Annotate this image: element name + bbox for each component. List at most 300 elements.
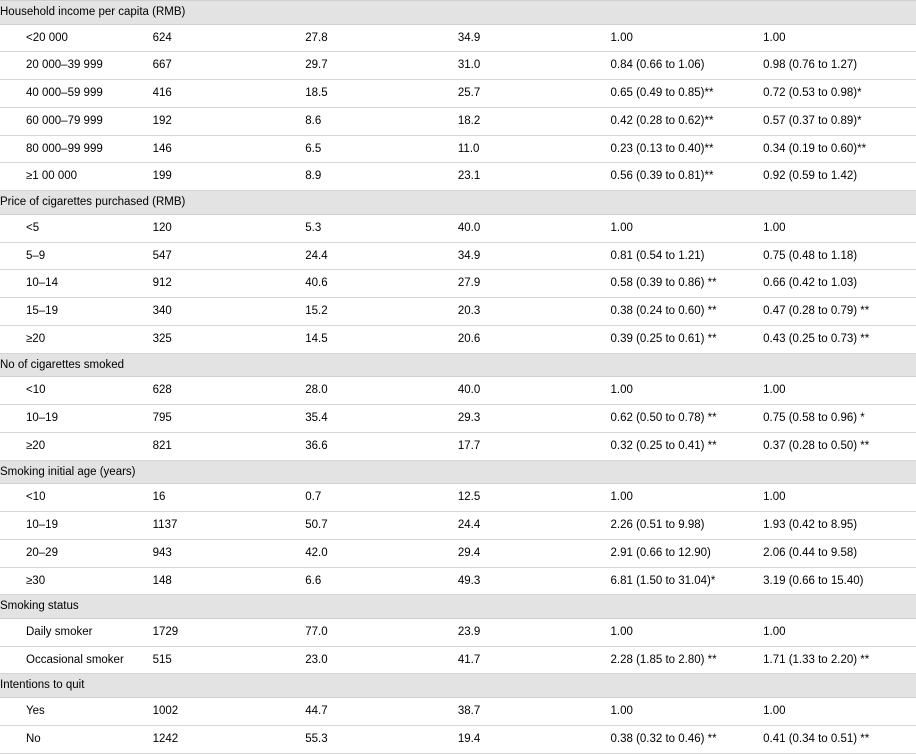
row-percent-outcome bbox=[458, 405, 611, 433]
row-label bbox=[0, 24, 153, 52]
row-label bbox=[0, 405, 153, 433]
row-percent-outcome bbox=[458, 618, 611, 646]
row-odds-ratio-crude-text: 1.00 bbox=[610, 625, 633, 638]
table-row bbox=[0, 646, 916, 674]
table-row bbox=[0, 325, 916, 353]
row-odds-ratio-adjusted-text: 0.37 (0.28 to 0.50) ** bbox=[763, 439, 870, 452]
row-percent-outcome bbox=[458, 325, 611, 353]
row-odds-ratio-crude-text: 0.32 (0.25 to 0.41) ** bbox=[610, 439, 717, 452]
section-title-text: Smoking initial age (years) bbox=[0, 465, 136, 478]
row-percent-outcome-text: 20.6 bbox=[457, 332, 481, 345]
row-label-text: ≥20 bbox=[26, 332, 46, 345]
row-odds-ratio-adjusted bbox=[763, 697, 916, 725]
table-row bbox=[0, 242, 916, 270]
row-percent-outcome bbox=[458, 107, 611, 135]
row-label bbox=[0, 377, 153, 405]
row-percent-outcome-text: 19.4 bbox=[457, 732, 481, 745]
row-count-text: 1002 bbox=[152, 704, 179, 717]
row-odds-ratio-adjusted bbox=[763, 107, 916, 135]
row-percent-distribution bbox=[305, 539, 458, 567]
row-percent-outcome-text: 11.0 bbox=[457, 142, 480, 155]
row-percent-distribution-text: 40.6 bbox=[305, 277, 328, 290]
row-odds-ratio-crude bbox=[611, 539, 764, 567]
row-odds-ratio-crude-text: 0.56 (0.39 to 0.81)** bbox=[610, 170, 714, 183]
row-odds-ratio-crude bbox=[611, 135, 764, 163]
row-label-text: 40 000–59 999 bbox=[26, 87, 103, 100]
row-count-text: 547 bbox=[152, 249, 172, 262]
row-label bbox=[0, 725, 153, 753]
row-percent-distribution bbox=[305, 646, 458, 674]
row-percent-distribution-text: 29.7 bbox=[305, 59, 328, 72]
row-label-text: 10–19 bbox=[26, 412, 58, 425]
row-percent-distribution bbox=[305, 298, 458, 326]
row-count bbox=[153, 646, 306, 674]
table-section-header bbox=[0, 353, 916, 377]
row-odds-ratio-crude bbox=[611, 163, 764, 191]
row-label-text: Yes bbox=[26, 704, 45, 717]
row-label bbox=[0, 298, 153, 326]
row-percent-distribution bbox=[305, 163, 458, 191]
row-label-text: 80 000–99 999 bbox=[26, 142, 103, 155]
row-percent-outcome-text: 40.0 bbox=[457, 384, 481, 397]
row-count-text: 667 bbox=[152, 59, 172, 72]
row-count bbox=[153, 618, 306, 646]
row-percent-distribution bbox=[305, 107, 458, 135]
row-odds-ratio-adjusted bbox=[763, 270, 916, 298]
table-row bbox=[0, 725, 916, 753]
table-section-header bbox=[0, 191, 916, 215]
row-count bbox=[153, 242, 306, 270]
row-odds-ratio-adjusted-text: 1.00 bbox=[763, 704, 786, 717]
row-label-text: 10–14 bbox=[26, 277, 58, 290]
row-odds-ratio-crude-text: 0.84 (0.66 to 1.06) bbox=[610, 59, 705, 72]
row-percent-outcome-text: 31.0 bbox=[457, 59, 481, 72]
row-count-text: 148 bbox=[152, 574, 172, 587]
row-odds-ratio-adjusted-text: 0.75 (0.58 to 0.96) * bbox=[763, 412, 865, 425]
row-percent-distribution bbox=[305, 270, 458, 298]
row-count-text: 821 bbox=[152, 439, 172, 452]
row-odds-ratio-crude-text: 0.58 (0.39 to 0.86) ** bbox=[610, 277, 717, 290]
row-percent-distribution-text: 24.4 bbox=[305, 249, 328, 262]
row-odds-ratio-crude bbox=[611, 405, 764, 433]
row-percent-distribution-text: 6.5 bbox=[305, 142, 322, 155]
row-percent-distribution-text: 15.2 bbox=[305, 305, 328, 318]
row-percent-outcome-text: 12.5 bbox=[457, 491, 481, 504]
row-percent-outcome-text: 49.3 bbox=[457, 574, 481, 587]
row-count-text: 340 bbox=[152, 305, 172, 318]
section-title-text: Household income per capita (RMB) bbox=[0, 6, 186, 18]
row-odds-ratio-crude bbox=[611, 214, 764, 242]
row-odds-ratio-crude-text: 0.62 (0.50 to 0.78) ** bbox=[610, 412, 717, 425]
row-odds-ratio-adjusted bbox=[763, 298, 916, 326]
row-odds-ratio-crude-text: 1.00 bbox=[610, 384, 633, 397]
row-count bbox=[153, 405, 306, 433]
row-count-text: 192 bbox=[152, 114, 172, 127]
table-row bbox=[0, 511, 916, 539]
row-label-text: <5 bbox=[26, 221, 40, 234]
table-row bbox=[0, 163, 916, 191]
row-percent-distribution-text: 27.8 bbox=[305, 31, 328, 44]
row-percent-distribution bbox=[305, 511, 458, 539]
row-odds-ratio-crude bbox=[611, 697, 764, 725]
row-count bbox=[153, 567, 306, 595]
row-count-text: 515 bbox=[152, 653, 172, 666]
row-odds-ratio-crude bbox=[611, 52, 764, 80]
row-odds-ratio-crude-text: 2.26 (0.51 to 9.98) bbox=[610, 518, 705, 531]
row-count bbox=[153, 539, 306, 567]
table-row bbox=[0, 567, 916, 595]
row-odds-ratio-adjusted bbox=[763, 163, 916, 191]
row-odds-ratio-adjusted-text: 0.57 (0.37 to 0.89)* bbox=[763, 114, 862, 127]
row-percent-distribution-text: 77.0 bbox=[305, 625, 328, 638]
row-percent-outcome-text: 20.3 bbox=[457, 305, 481, 318]
row-percent-distribution-text: 50.7 bbox=[305, 518, 328, 531]
row-percent-outcome-text: 25.7 bbox=[457, 87, 481, 100]
row-label-text: 20–29 bbox=[26, 546, 58, 559]
row-count-text: 795 bbox=[152, 412, 172, 425]
row-label bbox=[0, 52, 153, 80]
row-percent-distribution bbox=[305, 242, 458, 270]
row-label-text: <20 000 bbox=[26, 31, 68, 44]
section-title-text: Price of cigarettes purchased (RMB) bbox=[0, 196, 186, 209]
row-percent-outcome bbox=[458, 539, 611, 567]
row-odds-ratio-adjusted-text: 3.19 (0.66 to 15.40) bbox=[763, 574, 864, 587]
row-count bbox=[153, 511, 306, 539]
row-percent-distribution-text: 35.4 bbox=[305, 412, 328, 425]
row-percent-outcome bbox=[458, 646, 611, 674]
row-odds-ratio-adjusted bbox=[763, 24, 916, 52]
row-percent-distribution-text: 28.0 bbox=[305, 384, 328, 397]
row-count-text: 1242 bbox=[152, 732, 179, 745]
row-count bbox=[153, 325, 306, 353]
row-odds-ratio-adjusted-text: 0.47 (0.28 to 0.79) ** bbox=[763, 305, 870, 318]
row-odds-ratio-crude-text: 0.65 (0.49 to 0.85)** bbox=[610, 87, 714, 100]
row-odds-ratio-crude bbox=[611, 80, 764, 108]
row-odds-ratio-crude bbox=[611, 567, 764, 595]
row-percent-distribution-text: 8.6 bbox=[305, 114, 322, 127]
row-odds-ratio-adjusted bbox=[763, 567, 916, 595]
row-odds-ratio-adjusted-text: 2.06 (0.44 to 9.58) bbox=[763, 546, 858, 559]
row-percent-distribution-text: 8.9 bbox=[305, 170, 322, 183]
row-odds-ratio-adjusted bbox=[763, 405, 916, 433]
row-odds-ratio-adjusted bbox=[763, 377, 916, 405]
row-count bbox=[153, 24, 306, 52]
row-odds-ratio-adjusted bbox=[763, 725, 916, 753]
row-percent-outcome bbox=[458, 80, 611, 108]
row-percent-outcome bbox=[458, 52, 611, 80]
row-odds-ratio-adjusted-text: 0.43 (0.25 to 0.73) ** bbox=[763, 332, 870, 345]
row-odds-ratio-adjusted-text: 0.98 (0.76 to 1.27) bbox=[763, 59, 858, 72]
row-label-text: 20 000–39 999 bbox=[26, 59, 103, 72]
row-count bbox=[153, 432, 306, 460]
row-label bbox=[0, 163, 153, 191]
row-odds-ratio-crude-text: 2.91 (0.66 to 12.90) bbox=[610, 546, 711, 559]
row-count bbox=[153, 697, 306, 725]
row-odds-ratio-adjusted-text: 1.00 bbox=[763, 221, 786, 234]
row-percent-outcome bbox=[458, 377, 611, 405]
row-odds-ratio-crude-text: 0.38 (0.24 to 0.60) ** bbox=[610, 305, 717, 318]
row-percent-outcome-text: 23.9 bbox=[457, 625, 481, 638]
row-percent-distribution bbox=[305, 135, 458, 163]
section-title bbox=[0, 595, 916, 619]
row-odds-ratio-adjusted-text: 1.71 (1.33 to 2.20) ** bbox=[763, 653, 870, 666]
table-section-header bbox=[0, 1, 916, 25]
row-odds-ratio-crude bbox=[611, 298, 764, 326]
row-count bbox=[153, 107, 306, 135]
row-percent-distribution bbox=[305, 432, 458, 460]
row-count-text: 199 bbox=[152, 170, 172, 183]
row-odds-ratio-adjusted bbox=[763, 511, 916, 539]
row-label bbox=[0, 697, 153, 725]
row-percent-outcome-text: 29.4 bbox=[457, 546, 481, 559]
table-body bbox=[0, 1, 916, 754]
row-count bbox=[153, 298, 306, 326]
row-count-text: 628 bbox=[152, 384, 172, 397]
row-percent-distribution-text: 14.5 bbox=[305, 332, 328, 345]
row-label bbox=[0, 325, 153, 353]
row-count-text: 1729 bbox=[152, 625, 179, 638]
row-percent-outcome-text: 40.0 bbox=[457, 221, 481, 234]
row-odds-ratio-adjusted-text: 1.00 bbox=[763, 625, 786, 638]
row-odds-ratio-crude-text: 0.23 (0.13 to 0.40)** bbox=[610, 142, 714, 155]
row-odds-ratio-crude-text: 0.81 (0.54 to 1.21) bbox=[610, 249, 705, 262]
row-count-text: 943 bbox=[152, 546, 172, 559]
row-count bbox=[153, 377, 306, 405]
row-percent-outcome-text: 23.1 bbox=[457, 170, 481, 183]
row-percent-distribution bbox=[305, 484, 458, 512]
table-row bbox=[0, 107, 916, 135]
table-section-header bbox=[0, 595, 916, 619]
row-label-text: <10 bbox=[26, 384, 46, 397]
row-label-text: 15–19 bbox=[26, 305, 58, 318]
row-count bbox=[153, 52, 306, 80]
table-row bbox=[0, 377, 916, 405]
table-row bbox=[0, 214, 916, 242]
row-percent-outcome bbox=[458, 697, 611, 725]
row-count-text: 1137 bbox=[152, 518, 178, 531]
table-row bbox=[0, 80, 916, 108]
row-odds-ratio-crude bbox=[611, 107, 764, 135]
table-row bbox=[0, 52, 916, 80]
row-count bbox=[153, 135, 306, 163]
row-odds-ratio-crude bbox=[611, 377, 764, 405]
row-odds-ratio-adjusted bbox=[763, 52, 916, 80]
row-percent-outcome bbox=[458, 298, 611, 326]
row-odds-ratio-adjusted bbox=[763, 484, 916, 512]
row-label bbox=[0, 646, 153, 674]
row-percent-outcome bbox=[458, 163, 611, 191]
row-percent-distribution bbox=[305, 567, 458, 595]
row-odds-ratio-adjusted bbox=[763, 135, 916, 163]
row-label-text: ≥20 bbox=[26, 439, 46, 452]
row-label-text: <10 bbox=[26, 491, 46, 504]
table-row bbox=[0, 24, 916, 52]
row-odds-ratio-crude-text: 0.42 (0.28 to 0.62)** bbox=[610, 114, 714, 127]
row-percent-outcome-text: 34.9 bbox=[457, 31, 481, 44]
row-odds-ratio-crude bbox=[611, 325, 764, 353]
row-label bbox=[0, 270, 153, 298]
table-row bbox=[0, 618, 916, 646]
row-label bbox=[0, 214, 153, 242]
row-percent-distribution bbox=[305, 377, 458, 405]
row-odds-ratio-crude-text: 1.00 bbox=[610, 31, 633, 44]
row-percent-outcome bbox=[458, 24, 611, 52]
row-odds-ratio-crude bbox=[611, 432, 764, 460]
row-percent-outcome bbox=[458, 567, 611, 595]
row-percent-distribution-text: 44.7 bbox=[305, 704, 328, 717]
row-odds-ratio-crude bbox=[611, 242, 764, 270]
row-percent-distribution bbox=[305, 618, 458, 646]
row-count bbox=[153, 270, 306, 298]
row-count bbox=[153, 80, 306, 108]
row-percent-distribution-text: 6.6 bbox=[305, 574, 322, 587]
row-percent-distribution-text: 55.3 bbox=[305, 732, 328, 745]
row-odds-ratio-crude bbox=[611, 270, 764, 298]
row-percent-distribution bbox=[305, 405, 458, 433]
row-percent-outcome-text: 17.7 bbox=[457, 439, 481, 452]
row-percent-distribution bbox=[305, 214, 458, 242]
row-percent-outcome bbox=[458, 214, 611, 242]
row-odds-ratio-adjusted bbox=[763, 214, 916, 242]
row-percent-distribution bbox=[305, 325, 458, 353]
row-percent-outcome bbox=[458, 135, 611, 163]
row-count bbox=[153, 214, 306, 242]
row-label bbox=[0, 539, 153, 567]
row-percent-outcome bbox=[458, 725, 611, 753]
row-label bbox=[0, 432, 153, 460]
row-percent-distribution-text: 36.6 bbox=[305, 439, 328, 452]
row-label bbox=[0, 135, 153, 163]
row-odds-ratio-crude-text: 2.28 (1.85 to 2.80) ** bbox=[610, 653, 717, 666]
row-label-text: 60 000–79 999 bbox=[26, 114, 103, 127]
row-label-text: 5–9 bbox=[26, 249, 46, 262]
row-count-text: 120 bbox=[152, 221, 172, 234]
row-percent-outcome-text: 27.9 bbox=[457, 277, 481, 290]
row-percent-outcome bbox=[458, 242, 611, 270]
row-percent-distribution-text: 18.5 bbox=[305, 87, 328, 100]
table-row bbox=[0, 484, 916, 512]
row-odds-ratio-adjusted-text: 1.00 bbox=[763, 31, 786, 44]
table-row bbox=[0, 270, 916, 298]
row-odds-ratio-adjusted bbox=[763, 618, 916, 646]
row-count-text: 416 bbox=[152, 87, 172, 100]
row-label bbox=[0, 511, 153, 539]
row-percent-outcome-text: 18.2 bbox=[457, 114, 481, 127]
row-count-text: 325 bbox=[152, 332, 172, 345]
table-row bbox=[0, 298, 916, 326]
row-label bbox=[0, 567, 153, 595]
row-odds-ratio-adjusted-text: 0.72 (0.53 to 0.98)* bbox=[763, 87, 862, 100]
row-label-text: ≥30 bbox=[26, 574, 46, 587]
section-title bbox=[0, 1, 916, 25]
row-count-text: 624 bbox=[152, 31, 172, 44]
row-odds-ratio-adjusted bbox=[763, 646, 916, 674]
table-row bbox=[0, 432, 916, 460]
table-section-header bbox=[0, 460, 916, 484]
table-row bbox=[0, 697, 916, 725]
row-odds-ratio-crude bbox=[611, 646, 764, 674]
row-count bbox=[153, 725, 306, 753]
row-percent-outcome bbox=[458, 270, 611, 298]
row-odds-ratio-crude-text: 0.39 (0.25 to 0.61) ** bbox=[610, 332, 717, 345]
row-odds-ratio-crude bbox=[611, 511, 764, 539]
row-percent-outcome-text: 34.9 bbox=[457, 249, 481, 262]
row-label-text: ≥1 00 000 bbox=[26, 170, 78, 183]
row-count bbox=[153, 484, 306, 512]
section-title bbox=[0, 191, 916, 215]
row-odds-ratio-crude-text: 1.00 bbox=[610, 704, 633, 717]
row-percent-distribution bbox=[305, 80, 458, 108]
row-label bbox=[0, 618, 153, 646]
row-odds-ratio-adjusted-text: 0.75 (0.48 to 1.18) bbox=[763, 249, 858, 262]
section-title-text: Intentions to quit bbox=[0, 679, 85, 692]
row-label-text: 10–19 bbox=[26, 518, 58, 531]
row-odds-ratio-adjusted-text: 1.00 bbox=[763, 384, 786, 397]
table-row bbox=[0, 405, 916, 433]
row-odds-ratio-crude-text: 1.00 bbox=[610, 221, 633, 234]
row-percent-distribution bbox=[305, 24, 458, 52]
row-label bbox=[0, 107, 153, 135]
row-percent-outcome-text: 29.3 bbox=[457, 412, 481, 425]
row-odds-ratio-adjusted-text: 0.66 (0.42 to 1.03) bbox=[763, 277, 858, 290]
row-odds-ratio-adjusted bbox=[763, 80, 916, 108]
row-percent-distribution-text: 0.7 bbox=[305, 491, 322, 504]
section-title bbox=[0, 674, 916, 698]
row-percent-distribution-text: 23.0 bbox=[305, 653, 328, 666]
row-count bbox=[153, 163, 306, 191]
row-odds-ratio-crude bbox=[611, 484, 764, 512]
row-odds-ratio-adjusted bbox=[763, 242, 916, 270]
row-count-text: 16 bbox=[152, 491, 166, 504]
row-percent-distribution-text: 5.3 bbox=[305, 221, 322, 234]
row-odds-ratio-adjusted-text: 0.41 (0.34 to 0.51) ** bbox=[763, 732, 870, 745]
section-title-text: Smoking status bbox=[0, 600, 79, 613]
row-label-text: No bbox=[26, 732, 41, 745]
row-label-text: Daily smoker bbox=[26, 625, 93, 638]
row-count-text: 146 bbox=[152, 142, 172, 155]
row-percent-outcome-text: 41.7 bbox=[457, 653, 481, 666]
row-label bbox=[0, 484, 153, 512]
section-title-text: No of cigarettes smoked bbox=[0, 358, 125, 371]
row-count-text: 912 bbox=[152, 277, 172, 290]
row-percent-outcome bbox=[458, 484, 611, 512]
row-odds-ratio-crude-text: 0.38 (0.32 to 0.46) ** bbox=[610, 732, 717, 745]
section-title bbox=[0, 353, 916, 377]
row-percent-distribution-text: 42.0 bbox=[305, 546, 328, 559]
table-row bbox=[0, 539, 916, 567]
section-title bbox=[0, 460, 916, 484]
row-odds-ratio-adjusted-text: 0.34 (0.19 to 0.60)** bbox=[763, 142, 867, 155]
row-percent-outcome-text: 38.7 bbox=[457, 704, 481, 717]
row-odds-ratio-adjusted-text: 1.00 bbox=[763, 491, 786, 504]
row-odds-ratio-adjusted-text: 1.93 (0.42 to 8.95) bbox=[763, 518, 858, 531]
table-section-header bbox=[0, 674, 916, 698]
row-odds-ratio-crude-text: 6.81 (1.50 to 31.04)* bbox=[610, 574, 716, 587]
row-percent-outcome bbox=[458, 432, 611, 460]
row-percent-outcome-text: 24.4 bbox=[457, 518, 481, 531]
row-odds-ratio-crude-text: 1.00 bbox=[610, 491, 633, 504]
row-label-text: Occasional smoker bbox=[26, 653, 124, 666]
row-percent-distribution bbox=[305, 52, 458, 80]
row-label bbox=[0, 80, 153, 108]
row-percent-distribution bbox=[305, 725, 458, 753]
table-row bbox=[0, 135, 916, 163]
row-odds-ratio-crude bbox=[611, 725, 764, 753]
row-percent-outcome bbox=[458, 511, 611, 539]
row-odds-ratio-adjusted bbox=[763, 325, 916, 353]
row-percent-distribution bbox=[305, 697, 458, 725]
row-odds-ratio-adjusted bbox=[763, 432, 916, 460]
